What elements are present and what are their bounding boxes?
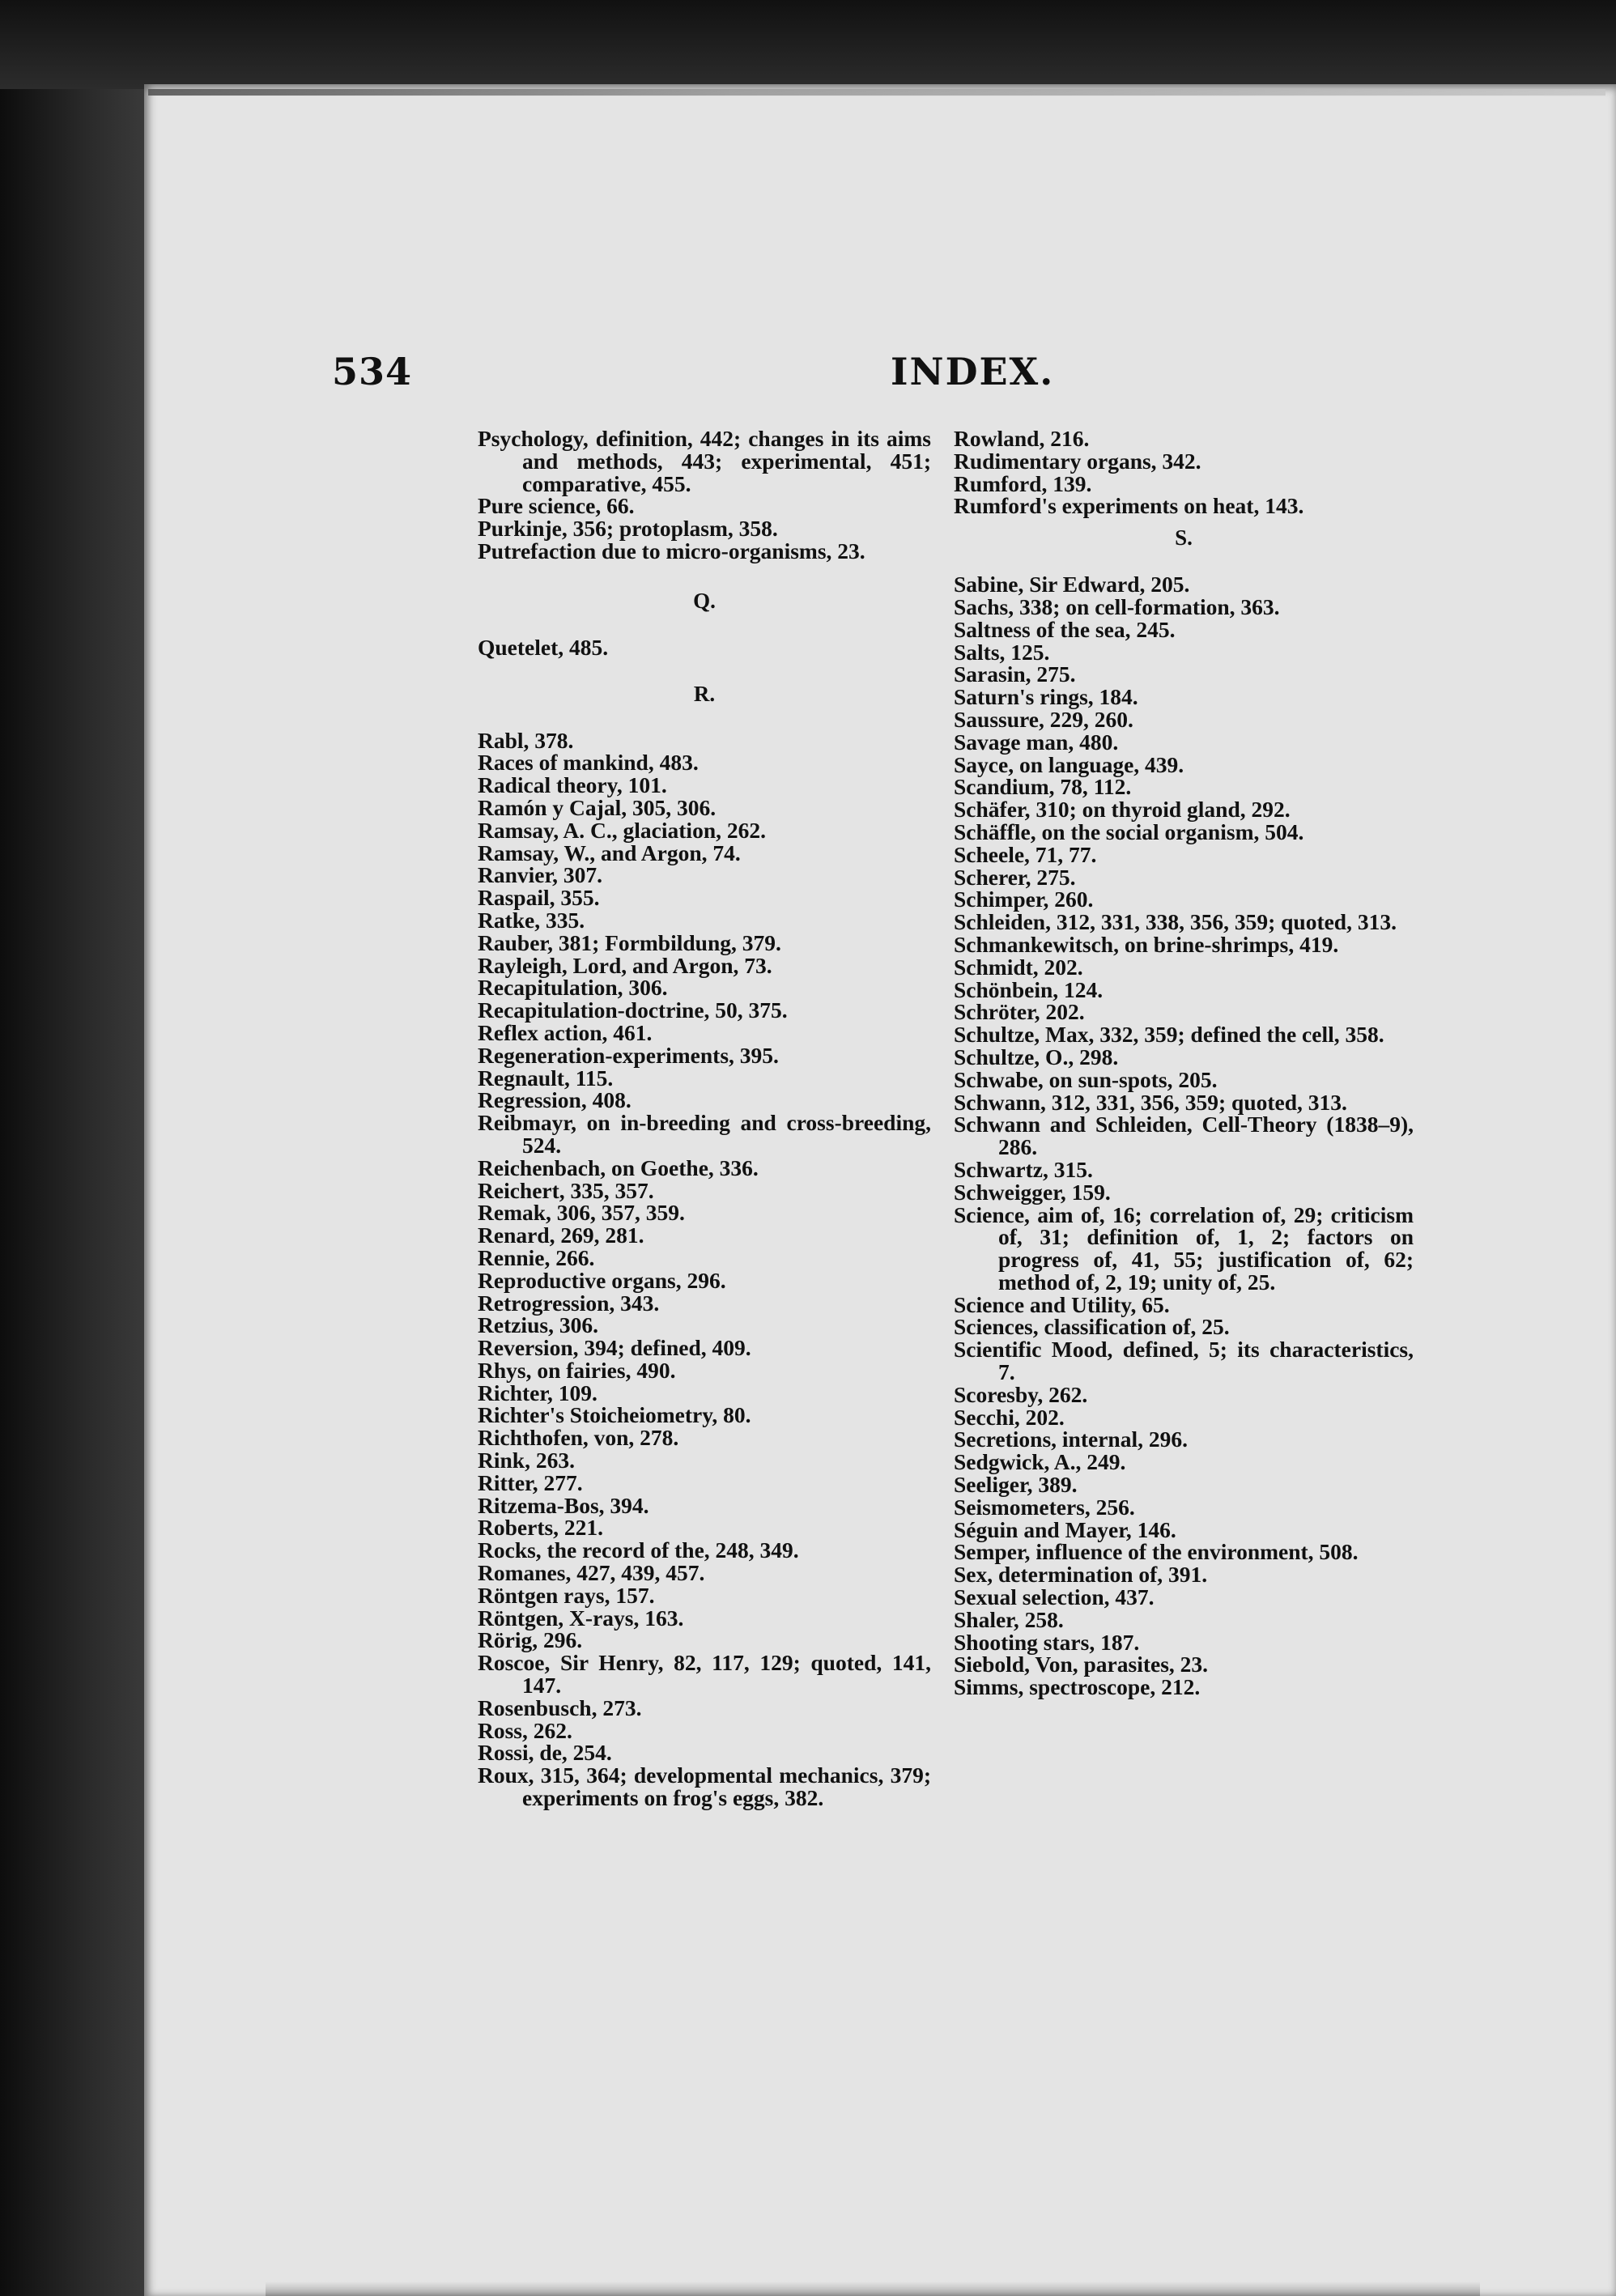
index-group-s [954,573,1414,1699]
index-entry: Schwabe, on sun-spots, 205. [954,1066,1218,1092]
index-entry: Röntgen rays, 157. [478,1582,655,1608]
index-entry: Rocks, the record of the, 248, 349. [478,1537,799,1563]
index-entry: Rabl, 378. [478,727,574,753]
index-entry: Schwartz, 315. [954,1156,1093,1182]
index-entry: Sexual selection, 437. [954,1584,1155,1610]
index-entry: Seeliger, 389. [954,1472,1078,1498]
index-entry: Schröter, 202. [954,999,1085,1025]
index-entry: Schweigger, 159. [954,1179,1111,1205]
index-entry: Rosenbusch, 273. [478,1694,642,1720]
index-entry: Ramsay, W., and Argon, 74. [478,840,741,865]
index-column-right [954,427,1414,1699]
index-entry: Regeneration-experiments, 395. [478,1042,779,1068]
index-entry: Richter's Stoicheiometry, 80. [478,1402,751,1428]
index-entry: Ramón y Cajal, 305, 306. [478,794,717,820]
index-entry: Secchi, 202. [954,1404,1065,1430]
index-entry: Ranvier, 307. [478,862,603,888]
index-entry: Scheele, 71, 77. [954,841,1097,867]
index-entry: Savage man, 480. [954,729,1119,755]
index-entry: Rumford, 139. [954,470,1092,496]
index-entry: Seismometers, 256. [954,1494,1135,1520]
index-column-left [478,427,931,1809]
index-entry: Reibmayr, on in-breeding and cross-breeding, 524. [478,1110,931,1158]
index-entry: Schäffle, on the social organism, 504. [954,818,1304,844]
index-entry: Schwann, 312, 331, 356, 359; quoted, 313. [954,1089,1347,1115]
index-entry: Reichenbach, on Goethe, 336. [478,1154,759,1180]
index-entry: Schultze, Max, 332, 359; defined the cell, 358. [954,1022,1384,1048]
page-bottom-shadow [266,2281,1480,2296]
index-entry: Ritter, 277. [478,1469,583,1495]
index-entry: Scherer, 275. [954,864,1076,890]
index-entry: Rhys, on fairies, 490. [478,1357,676,1383]
index-entry: Sedgwick, A., 249. [954,1449,1126,1475]
index-entry: Saussure, 229, 260. [954,706,1133,732]
index-entry: Roberts, 221. [478,1515,604,1541]
index-entry: Pure science, 66. [478,493,635,519]
index-group-p [478,427,931,563]
index-entry: Rowland, 216. [954,426,1090,451]
index-entry: Semper, influence of the environment, 508. [954,1539,1359,1565]
index-entry: Richter, 109. [478,1380,597,1405]
index-entry: Rink, 263. [478,1448,575,1473]
index-entry: Reichert, 335, 357. [478,1177,654,1203]
index-entry: Regression, 408. [478,1087,632,1113]
index-entry: Richthofen, von, 278. [478,1425,679,1451]
index-entry: Séguin and Mayer, 146. [954,1516,1176,1542]
scan-border [0,0,146,2296]
index-entry: Rörig, 296. [478,1627,583,1653]
index-entry: Races of mankind, 483. [478,750,699,776]
index-entry: Psychology, definition, 442; changes in its aims and methods, 443; experimental, 451; comparative, 455. [478,426,931,496]
index-entry: Reversion, 394; defined, 409. [478,1335,751,1361]
index-entry: Salts, 125. [954,639,1050,665]
section-letter-r: R. [693,681,716,706]
index-entry: Saturn's rings, 184. [954,684,1138,710]
index-entry: Secretions, internal, 296. [954,1426,1188,1452]
index-entry: Schwann and Schleiden, Cell-Theory (1838–9), 286. [954,1112,1414,1160]
index-entry: Röntgen, X-rays, 163. [478,1605,684,1631]
index-entry: Shooting stars, 187. [954,1629,1140,1655]
index-entry: Recapitulation-doctrine, 50, 375. [478,997,788,1023]
index-entry: Purkinje, 356; protoplasm, 358. [478,516,778,542]
index-entry: Ross, 262. [478,1717,572,1743]
index-entry: Shaler, 258. [954,1606,1064,1632]
index-entry: Rudimentary organs, 342. [954,448,1201,474]
index-entry: Scandium, 78, 112. [954,774,1132,800]
index-entry: Retrogression, 343. [478,1290,660,1316]
index-entry: Simms, spectroscope, 212. [954,1674,1201,1700]
running-title: INDEX. [891,350,1055,393]
index-entry: Schleiden, 312, 331, 338, 356, 359; quoted, 313. [954,909,1397,935]
index-entry: Scoresby, 262. [954,1381,1088,1407]
index-entry: Ramsay, A. C., glaciation, 262. [478,817,766,843]
index-entry: Rossi, de, 254. [478,1740,612,1766]
index-entry: Quetelet, 485. [478,634,609,660]
index-entry: Sachs, 338; on cell-formation, 363. [954,593,1280,619]
index-entry: Scientific Mood, defined, 5; its characteristics, 7. [954,1337,1414,1385]
index-entry: Schultze, O., 298. [954,1044,1119,1069]
index-entry: Rennie, 266. [478,1244,595,1270]
index-entry: Regnault, 115. [478,1065,614,1091]
index-entry: Renard, 269, 281. [478,1222,644,1248]
page-header [332,350,1449,406]
index-entry: Schönbein, 124. [954,976,1104,1002]
index-entry: Remak, 306, 357, 359. [478,1200,685,1226]
index-entry: Roux, 315, 364; developmental mechanics, 379; experiments on frog's eggs, 382. [478,1762,931,1811]
section-letter-q: Q. [693,588,716,613]
index-entry: Ratke, 335. [478,907,585,933]
index-entry: Roscoe, Sir Henry, 82, 117, 129; quoted, 141, 147. [478,1650,931,1699]
page-edge-shadow [148,89,1605,96]
index-entry: Radical theory, 101. [478,772,667,798]
index-entry: Putrefaction due to micro-organisms, 23. [478,538,865,563]
index-entry: Sabine, Sir Edward, 205. [954,572,1190,597]
index-entry: Sex, determination of, 391. [954,1562,1208,1588]
index-entry: Recapitulation, 306. [478,975,668,1001]
index-entry: Schmidt, 202. [954,954,1083,980]
index-entry: Retzius, 306. [478,1312,598,1338]
index-entry: Siebold, Von, parasites, 23. [954,1652,1209,1677]
index-group-r [478,729,931,1809]
index-entry: Schmankewitsch, on brine-shrimps, 419. [954,931,1339,957]
index-entry: Romanes, 427, 439, 457. [478,1560,705,1586]
index-entry: Ritzema-Bos, 394. [478,1492,649,1518]
scan-border-top [0,0,1616,89]
index-group-q [478,636,931,659]
index-entry: Rumford's experiments on heat, 143. [954,493,1304,519]
index-entry: Science and Utility, 65. [954,1291,1170,1317]
index-entry: Reproductive organs, 296. [478,1267,726,1293]
index-group-r-continued [954,427,1414,517]
index-entry: Schimper, 260. [954,887,1094,912]
index-entry: Rayleigh, Lord, and Argon, 73. [478,952,772,978]
section-letter-s: S. [1175,525,1193,551]
index-entry: Sayce, on language, 439. [954,751,1184,777]
index-entry: Sarasin, 275. [954,661,1076,687]
index-entry: Raspail, 355. [478,885,600,911]
index-entry: Science, aim of, 16; correlation of, 29; criticism of, 31; definition of, 1, 2; factors on progress of, 41, 55; justification of, 62; method of, 2, 19; unity of, 25. [954,1201,1414,1295]
index-entry: Reflex action, 461. [478,1019,653,1045]
index-entry: Saltness of the sea, 245. [954,616,1176,642]
index-entry: Rauber, 381; Formbildung, 379. [478,929,781,955]
page-number: 534 [332,350,413,393]
index-entry: Schäfer, 310; on thyroid gland, 292. [954,797,1291,823]
index-entry: Sciences, classification of, 25. [954,1314,1230,1340]
